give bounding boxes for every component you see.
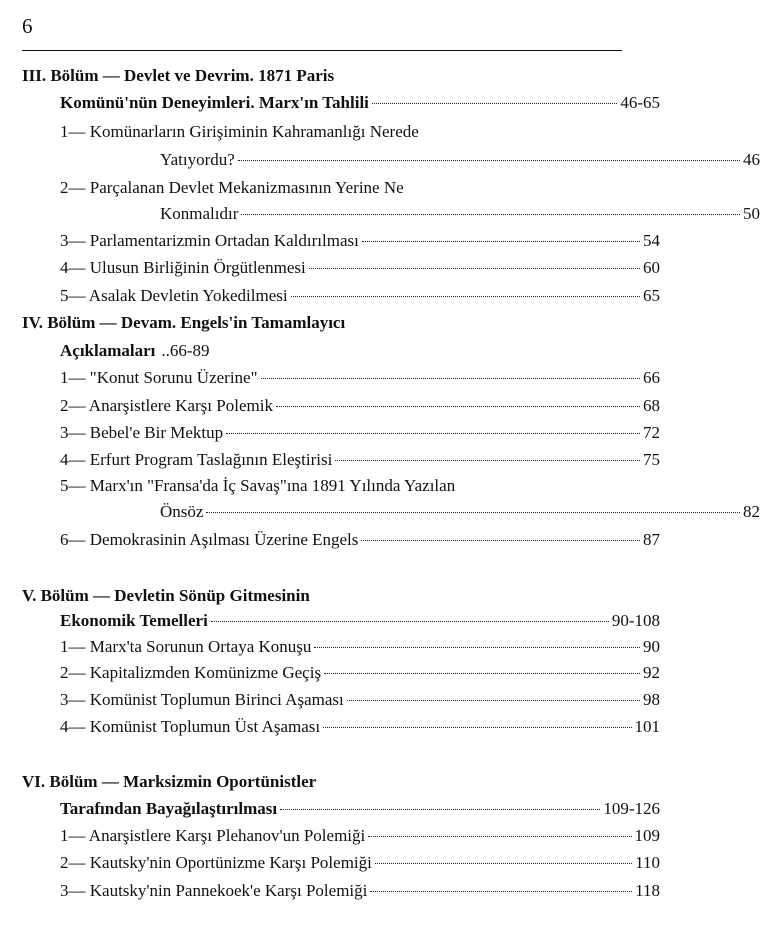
item-label: 1— Komünarların Girişiminin Kahramanlığı Nerede <box>60 122 419 141</box>
item-page: 90 <box>643 637 660 656</box>
dot-leader <box>261 377 640 379</box>
dot-leader <box>241 213 740 215</box>
item-label: 3— Kautsky'nin Pannekoek'e Karşı Polemiği <box>60 881 368 900</box>
section-3-title <box>22 64 622 88</box>
toc-item[interactable] <box>22 202 760 226</box>
dot-leader <box>324 672 640 674</box>
dot-leader <box>335 459 640 461</box>
section-5-title <box>22 584 622 608</box>
dot-leader <box>361 539 640 541</box>
item-label: 2— Parçalanan Devlet Mekanizmasının Yerine Ne <box>60 178 404 197</box>
toc-item[interactable] <box>22 661 660 685</box>
toc-item[interactable] <box>22 635 660 659</box>
dot-leader <box>238 159 740 161</box>
item-label: Önsöz <box>160 502 204 521</box>
section-4-title <box>22 311 622 335</box>
item-page: 109 <box>634 826 660 845</box>
dot-leader <box>309 267 640 269</box>
toc-item[interactable] <box>22 879 660 903</box>
item-page: 82 <box>743 502 760 521</box>
section-title-line: Tarafından Bayağılaştırılması <box>60 799 278 818</box>
dot-leader <box>314 646 640 648</box>
item-page: 68 <box>643 396 660 415</box>
item-page: 118 <box>635 881 660 900</box>
item-page: 54 <box>643 231 660 250</box>
toc-item[interactable] <box>22 366 660 390</box>
item-page: 92 <box>643 663 660 682</box>
toc-item[interactable] <box>22 229 660 253</box>
dot-leader <box>370 890 632 892</box>
item-page: 66 <box>643 368 660 387</box>
dot-leader <box>280 808 600 810</box>
item-label: 1— "Konut Sorunu Üzerine" <box>60 368 258 387</box>
dot-leader <box>226 432 640 434</box>
item-page: 75 <box>643 450 660 469</box>
section-6-title <box>22 770 622 794</box>
section-title-line: VI. Bölüm — Marksizmin Oportünistler <box>22 772 317 791</box>
section-3-heading[interactable] <box>22 91 660 115</box>
page-range: 90-108 <box>611 611 660 630</box>
dot-leader <box>347 699 640 701</box>
toc-item[interactable] <box>22 148 760 172</box>
section-title-line: Komünü'nün Deneyimleri. Marx'ın Tahlili <box>60 93 369 112</box>
item-page: 65 <box>643 286 660 305</box>
item-page: 101 <box>634 717 660 736</box>
item-label: 2— Anarşistlere Karşı Polemik <box>60 396 273 415</box>
dot-leader <box>372 102 617 104</box>
toc-item[interactable] <box>22 500 760 524</box>
section-title-line: IV. Bölüm — Devam. Engels'in Tamamlayıcı <box>22 313 346 332</box>
dot-leader <box>291 295 640 297</box>
section-5-heading[interactable] <box>22 609 660 633</box>
item-label: 4— Erfurt Program Taslağının Eleştirisi <box>60 450 333 469</box>
page-range: ..66-89 <box>161 341 210 360</box>
toc-item[interactable] <box>22 394 660 418</box>
toc-item-line1[interactable] <box>22 120 660 144</box>
item-page: 60 <box>643 258 660 277</box>
item-page: 50 <box>743 204 760 223</box>
toc-item-line1[interactable] <box>22 474 660 498</box>
item-label: 3— Komünist Toplumun Birinci Aşaması <box>60 690 344 709</box>
item-page: 46 <box>743 150 760 169</box>
section-title-line: Ekonomik Temelleri <box>60 611 208 630</box>
dot-leader <box>276 405 640 407</box>
section-title-line: Açıklamaları <box>60 341 156 360</box>
item-label: 1— Anarşistlere Karşı Plehanov'un Polemiği <box>60 826 366 845</box>
page-number: 6 <box>22 14 33 38</box>
item-page: 110 <box>635 853 660 872</box>
toc-item[interactable] <box>22 528 660 552</box>
toc-item-line1[interactable] <box>22 176 660 200</box>
toc-item[interactable] <box>22 256 660 280</box>
page-range: 46-65 <box>620 93 660 112</box>
item-page: 87 <box>643 530 660 549</box>
section-6-heading[interactable] <box>22 797 660 821</box>
page-range: 109-126 <box>603 799 660 818</box>
toc-item[interactable] <box>22 851 660 875</box>
item-label: 5— Asalak Devletin Yokedilmesi <box>60 286 288 305</box>
item-label: 4— Ulusun Birliğinin Örgütlenmesi <box>60 258 306 277</box>
item-label: 3— Bebel'e Bir Mektup <box>60 423 224 442</box>
item-label: 2— Kapitalizmden Komünizme Geçiş <box>60 663 322 682</box>
item-page: 72 <box>643 423 660 442</box>
item-label: 3— Parlamentarizmin Ortadan Kaldırılması <box>60 231 359 250</box>
item-label: Yatıyordu? <box>160 150 235 169</box>
section-title-line: V. Bölüm — Devletin Sönüp Gitmesinin <box>22 586 310 605</box>
item-page: 98 <box>643 690 660 709</box>
toc-item[interactable] <box>22 284 660 308</box>
dot-leader <box>375 862 632 864</box>
toc-item[interactable] <box>22 421 660 445</box>
dot-leader <box>323 726 631 728</box>
toc-item[interactable] <box>22 688 660 712</box>
toc-item[interactable] <box>22 448 660 472</box>
header-rule <box>22 50 622 51</box>
dot-leader <box>206 511 740 513</box>
dot-leader <box>362 240 640 242</box>
item-label: 1— Marx'ta Sorunun Ortaya Konuşu <box>60 637 312 656</box>
dot-leader <box>211 620 609 622</box>
dot-leader <box>368 835 631 837</box>
item-label: 6— Demokrasinin Aşılması Üzerine Engels <box>60 530 359 549</box>
section-title-line: III. Bölüm — Devlet ve Devrim. 1871 Paris <box>22 66 335 85</box>
item-label: 4— Komünist Toplumun Üst Aşaması <box>60 717 321 736</box>
item-label: 5— Marx'ın "Fransa'da İç Savaş"ına 1891 Yılında Yazılan <box>60 476 456 495</box>
section-4-heading[interactable] <box>22 339 660 363</box>
item-label: 2— Kautsky'nin Oportünizme Karşı Polemiği <box>60 853 372 872</box>
item-label: Konmalıdır <box>160 204 239 223</box>
toc-item[interactable] <box>22 824 660 848</box>
toc-item[interactable] <box>22 715 660 739</box>
